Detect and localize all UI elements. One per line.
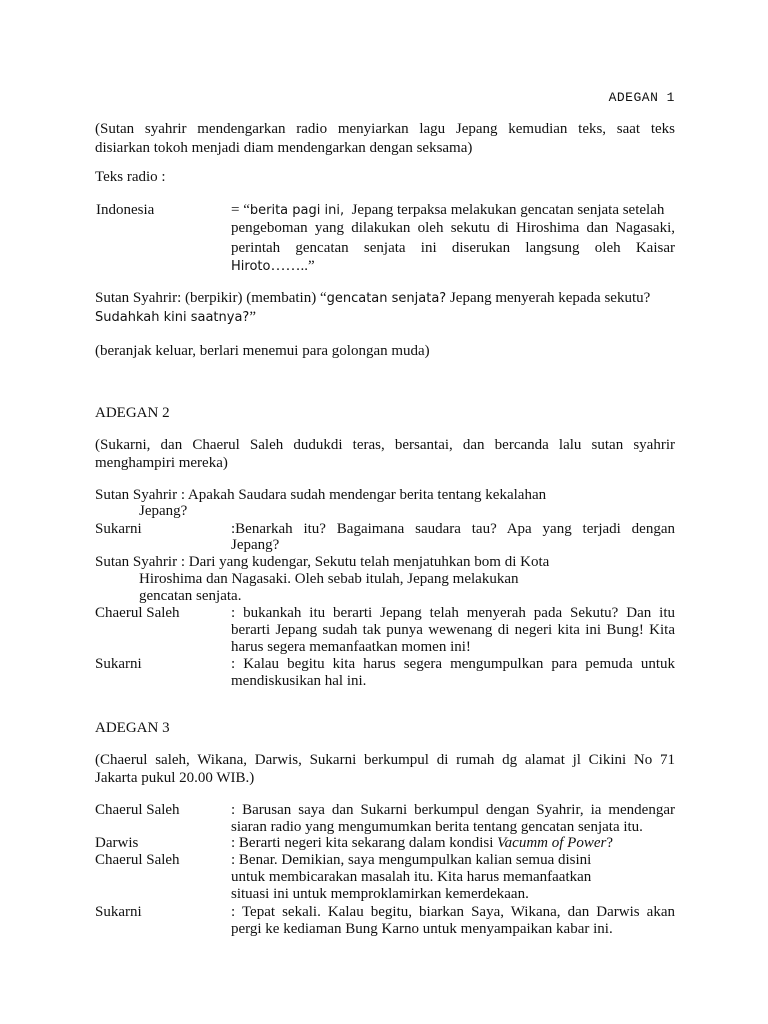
scene-3-dialogue-6: situasi ini untuk memproklamirkan kemerdekaan. xyxy=(231,886,529,902)
scene-2-dialogue-2: Jepang? xyxy=(139,503,188,519)
radio-text-label: Teks radio : xyxy=(95,169,166,185)
scene-3-speaker-7: Sukarni xyxy=(95,904,142,920)
scene-3-stage-line-2: Jakarta pukul 20.00 WIB.) xyxy=(95,770,255,786)
radio-line-4: Hiroto……..” xyxy=(231,258,315,274)
scene-2-speaker-8: Chaerul Saleh xyxy=(95,605,180,621)
scene-2-dialogue-10: harus segera memanfaatkan momen ini! xyxy=(231,639,471,655)
radio-speaker: Indonesia xyxy=(96,202,155,218)
scene-1-heading: ADEGAN 1 xyxy=(608,90,675,105)
scene-2-dialogue-3: :Benarkah itu? Bagaimana saudara tau? Apa yang terjadi dengan xyxy=(231,521,675,537)
scene-3-dialogue-3: : Berarti negeri kita sekarang dalam kondisi Vacumm of Power? xyxy=(231,835,613,851)
scene-1-stage-line-1: (Sutan syahrir mendengarkan radio menyiarkan lagu Jepang kemudian teks, saat teks xyxy=(95,121,675,137)
scene-1-exit-direction: (beranjak keluar, berlari menemui para golongan muda) xyxy=(95,343,430,359)
scene-2-dialogue-1: Sutan Syahrir : Apakah Saudara sudah mendengar berita tentang kekalahan xyxy=(95,487,547,503)
scene-3-dialogue-8: pergi ke kediaman Bung Karno untuk menyampaikan kabar ini. xyxy=(231,921,613,937)
scene-2-stage-line-1: (Sukarni, dan Chaerul Saleh dudukdi teras, bersantai, dan bercanda lalu sutan syahrir xyxy=(95,437,675,453)
radio-line-1: = “berita pagi ini, Jepang terpaksa melakukan gencatan senjata setelah xyxy=(231,202,665,218)
radio-line-3: perintah gencatan senjata ini diserukan langsung oleh Kaisar xyxy=(231,240,675,256)
scene-2-heading: ADEGAN 2 xyxy=(95,405,170,421)
scene-1-stage-line-2: disiarkan tokoh menjadi diam mendengarkan dengan seksama) xyxy=(95,140,473,156)
scene-3-dialogue-7: : Tepat sekali. Kalau begitu, biarkan Saya, Wikana, dan Darwis akan xyxy=(231,904,675,920)
scene-2-speaker-11: Sukarni xyxy=(95,656,142,672)
scene-2-dialogue-8: : bukankah itu berarti Jepang telah menyerah pada Sekutu? Dan itu xyxy=(231,605,675,621)
scene-2-dialogue-4: Jepang? xyxy=(231,537,280,553)
scene-3-speaker-3: Darwis xyxy=(95,835,139,851)
scene-2-dialogue-6: Hiroshima dan Nagasaki. Oleh sebab itulah, Jepang melakukan xyxy=(139,571,519,587)
radio-line-2: pengeboman yang dilakukan oleh sekutu di Hiroshima dan Nagasaki, xyxy=(231,220,675,236)
scene-2-dialogue-5: Sutan Syahrir : Dari yang kudengar, Sekutu telah menjatuhkan bom di Kota xyxy=(95,554,550,570)
scene-2-dialogue-7: gencatan senjata. xyxy=(139,588,242,604)
scene-2-dialogue-9: berarti Jepang sudah tak punya wewenang di negeri kita ini Bung! Kita xyxy=(231,622,675,638)
syahrir-line-2: Sudahkah kini saatnya?” xyxy=(95,309,256,325)
scene-3-speaker-4: Chaerul Saleh xyxy=(95,852,180,868)
scene-3-dialogue-2: siaran radio yang mengumumkan berita tentang gencatan senjata itu. xyxy=(231,819,643,835)
scene-2-dialogue-12: mendiskusikan hal ini. xyxy=(231,673,367,689)
scene-3-heading: ADEGAN 3 xyxy=(95,720,170,736)
scene-2-dialogue-11: : Kalau begitu kita harus segera mengumpulkan para pemuda untuk xyxy=(231,656,675,672)
scene-3-stage-line-1: (Chaerul saleh, Wikana, Darwis, Sukarni berkumpul di rumah dg alamat jl Cikini No 71 xyxy=(95,752,675,768)
scene-3-dialogue-5: untuk membicarakan masalah itu. Kita harus memanfaatkan xyxy=(231,869,592,885)
scene-3-dialogue-4: : Benar. Demikian, saya mengumpulkan kalian semua disini xyxy=(231,852,592,868)
scene-3-speaker-1: Chaerul Saleh xyxy=(95,802,180,818)
scene-2-stage-line-2: menghampiri mereka) xyxy=(95,455,228,471)
scene-2-speaker-3: Sukarni xyxy=(95,521,142,537)
scene-3-dialogue-1: : Barusan saya dan Sukarni berkumpul dengan Syahrir, ia mendengar xyxy=(231,802,675,818)
syahrir-line-1: Sutan Syahrir: (berpikir) (membatin) “gencatan senjata? Jepang menyerah kepada sekutu? xyxy=(95,290,651,306)
